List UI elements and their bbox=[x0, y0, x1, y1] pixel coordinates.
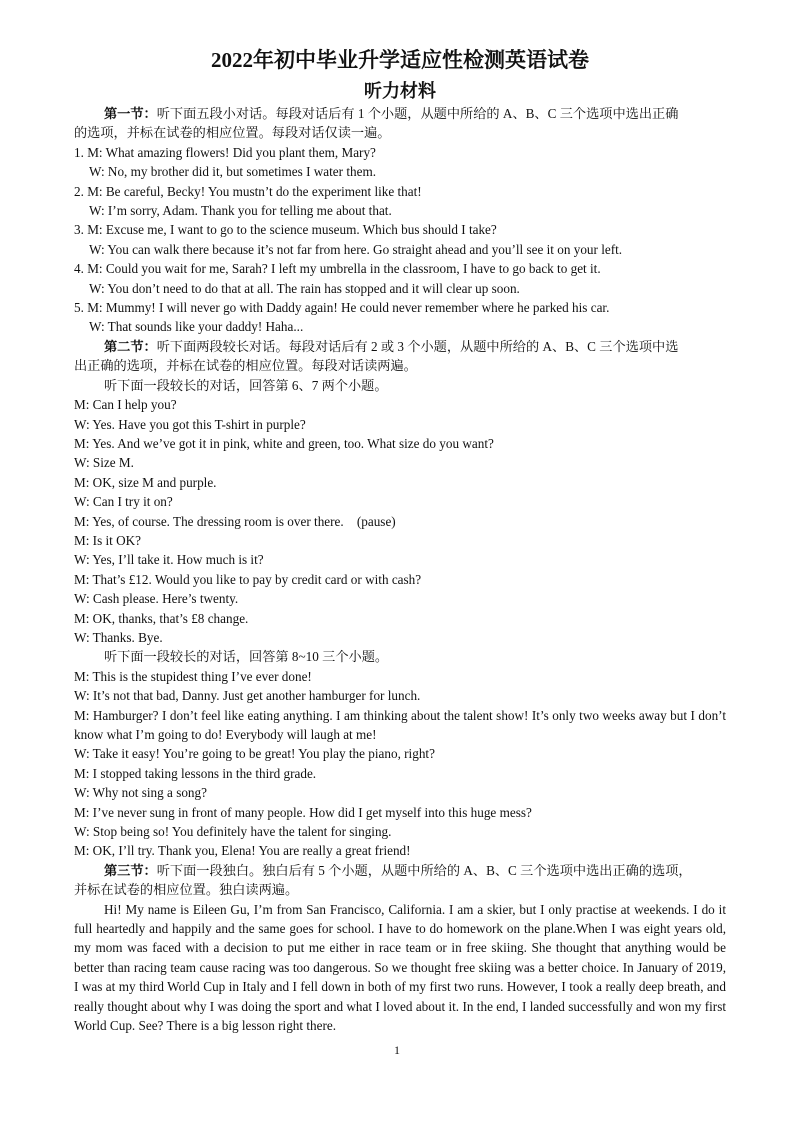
dialogue-line: 4. M: Could you wait for me, Sarah? I left my umbrella in the classroom, I have to go back to get it. bbox=[74, 261, 601, 277]
page-number: 1 bbox=[394, 1043, 400, 1057]
dialogue-line: M: OK, thanks, that’s £8 change. bbox=[74, 610, 249, 626]
section2-label: 第二节： bbox=[104, 338, 157, 354]
document-page bbox=[74, 46, 726, 1036]
dialogue-line: W: Take it easy! You’re going to be great! You play the piano, right? bbox=[74, 746, 435, 762]
document-subtitle: 听力材料 bbox=[364, 81, 436, 101]
dialogue1-intro: 听下面一段较长的对话，回答第 6、7 两个小题。 bbox=[104, 377, 388, 393]
dialogue-line: M: Hamburger? I don’t feel like eating anything. I am thinking about the talent show! It’s only two weeks away but I don’t know what I’m going to do! Everybody will laugh at me! bbox=[74, 707, 726, 742]
dialogue-line: W: Size M. bbox=[74, 455, 134, 471]
section3-instruction-cont: 并标在试卷的相应位置。独白读两遍。 bbox=[74, 882, 299, 898]
dialogue-line: W: You don’t need to do that at all. The rain has stopped and it will clear up soon. bbox=[89, 280, 520, 296]
dialogue-line: W: Cash please. Here’s twenty. bbox=[74, 591, 239, 607]
dialogue-line: M: Yes. And we’ve got it in pink, white and green, too. What size do you want? bbox=[74, 435, 494, 451]
dialogue-line: 2. M: Be careful, Becky! You mustn’t do the experiment like that! bbox=[74, 183, 422, 199]
dialogue-line: W: No, my brother did it, but sometimes I water them. bbox=[89, 164, 377, 180]
dialogue-line: W: Thanks. Bye. bbox=[74, 629, 163, 645]
dialogue-line: 3. M: Excuse me, I want to go to the science museum. Which bus should I take? bbox=[74, 222, 497, 238]
dialogue-line: W: Stop being so! You definitely have the talent for singing. bbox=[74, 824, 392, 840]
dialogue-line: M: OK, I’ll try. Thank you, Elena! You are really a great friend! bbox=[74, 843, 411, 859]
dialogue-line: M: I’ve never sung in front of many people. How did I get myself into this huge mess? bbox=[74, 804, 532, 820]
section2-instruction: 第二节：听下面两段较长对话。每段对话后有 2 或 3 个小题，从题中所给的 A、B、C 三个选项中选 bbox=[104, 338, 679, 354]
dialogue-line: M: That’s £12. Would you like to pay by credit card or with cash? bbox=[74, 571, 422, 587]
dialogue-line: W: Can I try it on? bbox=[74, 494, 173, 510]
section3-instruction: 第三节：听下面一段独白。独白后有 5 个小题，从题中所给的 A、B、C 三个选项中选出正确的选项， bbox=[104, 862, 692, 878]
dialogue-line: W: You can walk there because it’s not far from here. Go straight ahead and you’ll see it on your left. bbox=[89, 241, 623, 257]
dialogue-line: W: It’s not that bad, Danny. Just get another hamburger for lunch. bbox=[74, 688, 421, 704]
dialogue2-intro: 听下面一段较长的对话，回答第 8~10 三个小题。 bbox=[104, 649, 389, 665]
dialogue-line: W: Yes, I’ll take it. How much is it? bbox=[74, 552, 264, 568]
section3-label: 第三节： bbox=[104, 862, 157, 878]
dialogue-line: 1. M: What amazing flowers! Did you plant them, Mary? bbox=[74, 144, 376, 160]
section1-instruction: 第一节：听下面五段小对话。每段对话后有 1 个小题，从题中所给的 A、B、C 三个选项中选出正确 bbox=[104, 106, 679, 121]
section1-label: 第一节： bbox=[104, 106, 157, 121]
dialogue-line: M: Is it OK? bbox=[74, 532, 142, 548]
dialogue-line: W: Why not sing a song? bbox=[74, 785, 207, 801]
dialogue-line: 5. M: Mummy! I will never go with Daddy again! He could never remember where he parked his car. bbox=[74, 300, 610, 316]
dialogue-line: M: I stopped taking lessons in the third grade. bbox=[74, 765, 317, 781]
section2-instruction-cont: 出正确的选项，并标在试卷的相应位置。每段对话读两遍。 bbox=[74, 358, 417, 374]
section1-instruction-cont: 的选项，并标在试卷的相应位置。每段对话仅读一遍。 bbox=[74, 125, 391, 141]
dialogue-line: M: Yes, of course. The dressing room is over there. (pause) bbox=[74, 513, 396, 529]
monologue-paragraph: Hi! My name is Eileen Gu, I’m from San Francisco, California. I am a skier, but I only practise at weekends. I do it full heartedly and happily and the same goes for school. I have to do homework on the plane.When I was eight years old, my mom was faced with a decision to put me either in race team or in free skiing. She thought that anything would be better than racing team cause racing was too dangerous. So we thought free skiing was a better choice. In January of 2019, I was at my third World Cup in Italy and I fell down in both of my first two runs. However, I took a really deep breath, and really thought about why I was doing the sport and what I loved about it. In the end, I landed successfully and won my first World Cup. See? There is a big lesson right there. bbox=[74, 901, 726, 1034]
dialogue-line: W: Yes. Have you got this T-shirt in purple? bbox=[74, 416, 306, 432]
dialogue-line: M: OK, size M and purple. bbox=[74, 474, 217, 490]
dialogue-line: W: That sounds like your daddy! Haha... bbox=[89, 319, 304, 335]
dialogue-line: M: Can I help you? bbox=[74, 397, 177, 413]
dialogue-line: M: This is the stupidest thing I’ve ever done! bbox=[74, 668, 312, 684]
dialogue-line: W: I’m sorry, Adam. Thank you for telling me about that. bbox=[89, 203, 392, 219]
document-title: 2022年初中毕业升学适应性检测英语试卷 bbox=[211, 48, 589, 72]
